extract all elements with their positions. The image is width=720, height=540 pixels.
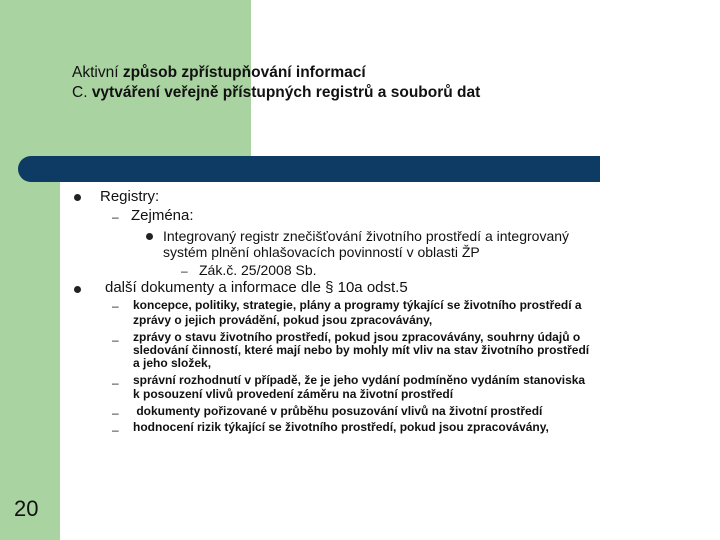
law-reference: Zák.č. 25/2008 Sb. [199, 262, 317, 278]
dash-marker: – [112, 423, 119, 437]
list-item-line: k posouzení vlivů provedení záměru na životní prostředí [133, 387, 454, 401]
title-line-1: Aktivní způsob zpřístupňování informací [72, 64, 366, 81]
dash-marker: – [112, 376, 119, 390]
dash-marker: – [112, 333, 119, 347]
list-item-line: dokumenty pořizované v průběhu posuzování vlivů na životní prostředí [133, 404, 543, 418]
registry-label: Registry: [100, 188, 160, 205]
title-line-2: C. vytváření veřejně přístupných registrů a souborů dat [72, 84, 481, 101]
bullet-icon [74, 194, 81, 201]
list-item-line: zprávy o stavu životního prostředí, pokud jsou zpracovávány, souhrny údajů o [133, 330, 581, 344]
other-documents-label: další dokumenty a informace dle § 10a odst.5 [105, 279, 408, 296]
list-item-line: koncepce, politiky, strategie, plány a programy týkající se životního prostředí a [133, 298, 582, 312]
integrated-registry-line-1: Integrovaný registr znečišťování životního prostředí a integrovaný [163, 228, 570, 244]
dash-marker: – [181, 264, 188, 278]
bullet-icon [74, 286, 81, 293]
list-item-line: a jeho složek, [133, 356, 212, 370]
list-item-line: správní rozhodnutí v případě, že je jeho vydání podmíněno vydáním stanoviska [133, 373, 586, 387]
integrated-registry-line-2: systém plnění ohlašovacích povinností v oblasti ŽP [163, 244, 480, 260]
dash-marker: – [112, 210, 119, 224]
zejmena-label: Zejména: [131, 207, 194, 224]
bullet-icon [146, 233, 153, 240]
list-item-line: sledování činností, které mají nebo by mohly mít vliv na stav životního prostředí [133, 343, 590, 357]
dash-marker: – [112, 406, 119, 420]
list-item-line: zprávy o jejich provádění, pokud jsou zpracovávány, [133, 313, 433, 327]
page-number: 20 [14, 496, 39, 521]
dash-marker: – [112, 299, 119, 313]
list-item-line: hodnocení rizik týkající se životního prostředí, pokud jsou zpracovávány, [133, 420, 549, 434]
